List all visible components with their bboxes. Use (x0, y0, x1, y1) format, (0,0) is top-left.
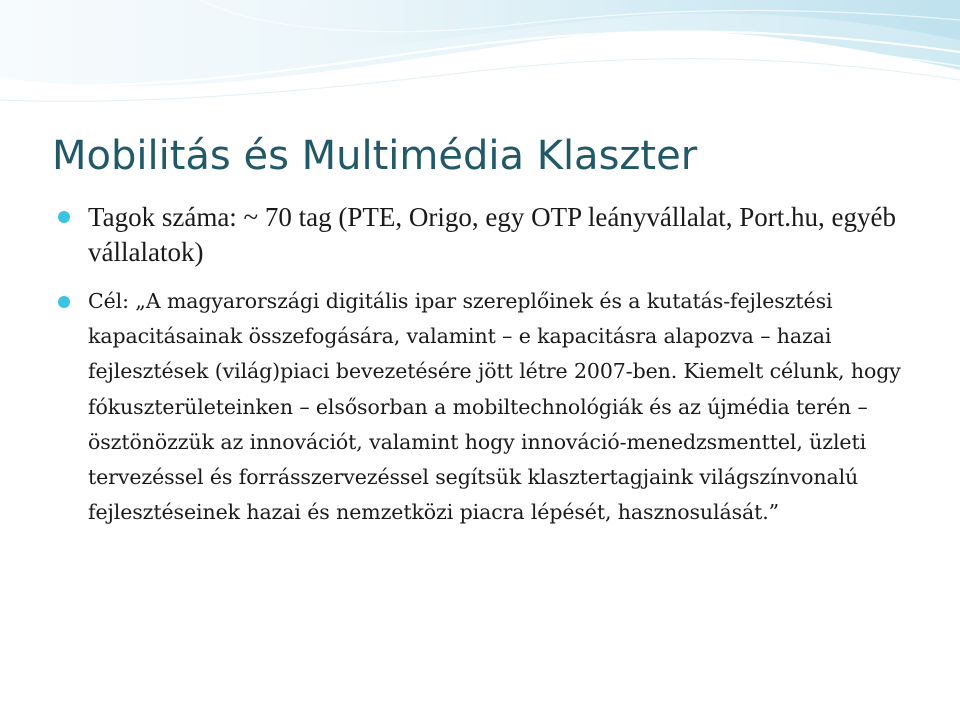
bullet-list (56, 200, 916, 530)
bullet-icon (58, 211, 70, 223)
bullet-item-members (56, 200, 916, 270)
bullet-item-goal (56, 284, 916, 530)
bullet-icon (58, 296, 70, 308)
bullet-text: Cél: „A magyarországi digitális ipar szereplőinek és a kutatás-fejlesztési kapacitásainak összefogására, valamint – e kapacitásra alapozva – hazai fejlesztések (világ)piaci bevezetésére jött létre 2007-ben. Kiemelt célunk, hogy fókuszterületeinken – elsősorban a mobiltechnológiák és az újmédia terén – ösztönözzük az innovációt, valamint hogy innováció-menedzsmenttel, üzleti tervezéssel és forrásszervezéssel segítsük klasztertagjaink világszínvonalú fejlesztéseinek hazai és nemzetközi piacra lépését, hasznosulását.” (88, 289, 901, 525)
bullet-text: Tagok száma: ~ 70 tag (PTE, Origo, egy OTP leányvállalat, Port.hu, egyéb vállalatok) (88, 202, 897, 267)
header-wave-decoration (0, 0, 960, 110)
slide-title: Mobilitás és Multimédia Klaszter (52, 133, 698, 179)
